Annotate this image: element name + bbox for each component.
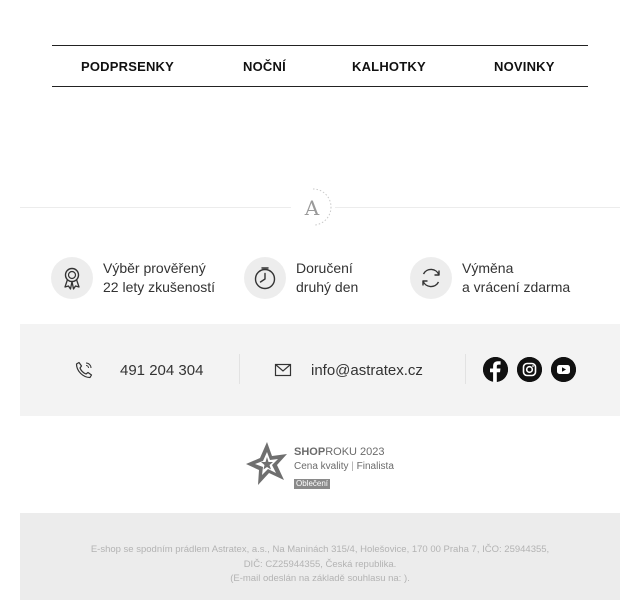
main-navigation — [52, 45, 588, 87]
email-address[interactable]: info@astratex.cz — [311, 361, 423, 379]
award-subtitle: Cena kvality | Finalista — [294, 461, 394, 472]
feature-delivery-text — [296, 259, 358, 297]
feature-line-2: druhý den — [296, 279, 359, 295]
youtube-icon[interactable] — [551, 357, 576, 382]
feature-experience-text — [103, 259, 215, 297]
footer-tax-line: DIČ: CZ25944355, Česká republika. — [243, 558, 397, 570]
refresh-icon — [410, 257, 452, 299]
nav-item-kalhotky[interactable]: KALHOTKY — [352, 59, 426, 74]
feature-returns — [410, 257, 570, 299]
award-ribbon-icon — [51, 257, 93, 299]
award-rank: Finalista — [356, 461, 394, 472]
contact-bar — [20, 324, 620, 416]
feature-line-1: Výběr prověřený — [103, 260, 206, 276]
footer-consent-line: (E-mail odeslán na základě souhlasu na: ). — [230, 573, 410, 584]
feature-line-1: Výměna — [462, 260, 514, 276]
legal-footer — [20, 513, 620, 600]
envelope-icon — [273, 360, 293, 380]
shoproku-star-icon — [244, 440, 290, 488]
contact-separator — [239, 354, 240, 384]
award-tag: Oblečení — [296, 479, 329, 488]
footer-company-line: E-shop se spodním prádlem Astratex, a.s., Na Maninách 315/4, Holešovice, 170 00 Praha 7, IČO: 25944355, — [90, 544, 550, 555]
email-contact[interactable] — [273, 360, 423, 380]
award-title — [294, 446, 394, 459]
phone-icon — [74, 360, 94, 380]
nav-item-novinky[interactable]: NOVINKY — [494, 59, 555, 74]
facebook-icon[interactable] — [483, 357, 508, 382]
brand-logo-icon — [291, 185, 335, 229]
brand-logo-mark — [291, 185, 335, 229]
phone-number[interactable]: 491 204 304 — [120, 361, 204, 379]
phone-contact[interactable] — [74, 360, 203, 380]
award-title-rest: ROKU 2023 — [325, 446, 385, 458]
award-title-bold: SHOP — [294, 446, 326, 458]
feature-delivery — [244, 257, 358, 299]
feature-line-2: a vrácení zdarma — [462, 279, 571, 295]
contact-separator — [465, 354, 466, 384]
nav-item-podprsenky[interactable]: PODPRSENKY — [81, 59, 175, 74]
brand-letter: A — [304, 196, 320, 220]
feature-line-2: 22 lety zkušeností — [103, 279, 216, 295]
instagram-icon[interactable] — [517, 357, 542, 382]
feature-returns-text — [462, 259, 570, 297]
shop-of-the-year-badge[interactable] — [244, 440, 394, 491]
feature-experience — [51, 257, 215, 299]
feature-line-1: Doručení — [296, 260, 353, 276]
nav-item-nocni[interactable]: NOČNÍ — [243, 59, 286, 74]
award-category: Cena kvality — [294, 461, 349, 472]
clock-icon — [244, 257, 286, 299]
